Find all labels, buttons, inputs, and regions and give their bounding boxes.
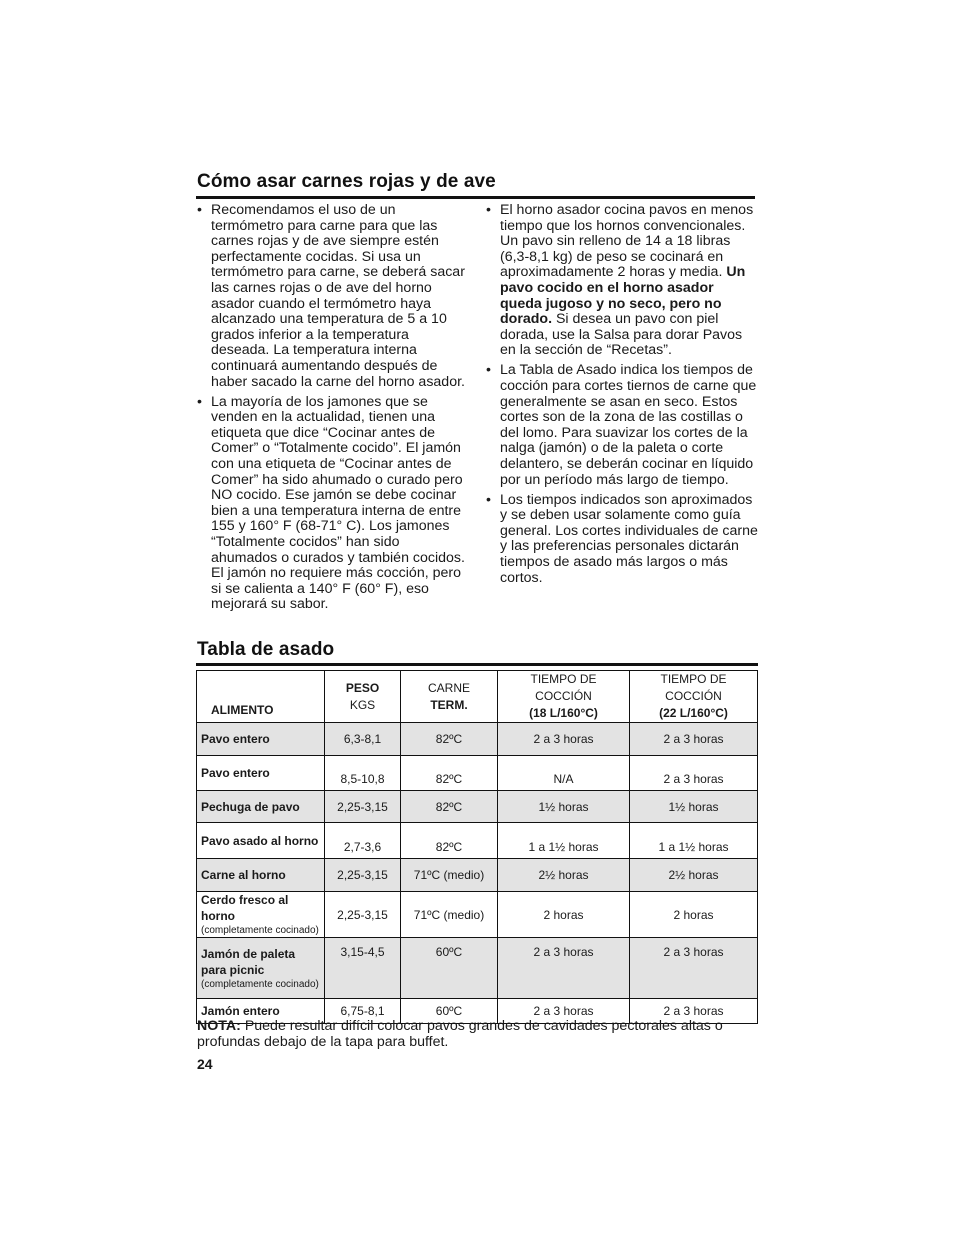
- cell-time-18: N/A: [498, 756, 630, 791]
- cell-time-22: 2 horas: [630, 892, 758, 938]
- cell-temp: 82ºC: [401, 823, 498, 859]
- table-row: [197, 791, 758, 823]
- cell-food: Pavo asado al horno: [197, 823, 325, 859]
- cell-food: Pavo entero: [197, 756, 325, 791]
- header-time-22: [630, 671, 758, 723]
- food-note: (completamente cocinado): [201, 925, 319, 936]
- bullet-dot: •: [486, 491, 491, 508]
- header-time-18: [498, 671, 630, 723]
- cell-temp: 71ºC (medio): [401, 892, 498, 938]
- food-name: Jamón de paleta: [201, 946, 296, 961]
- cell-time-18: 2 a 3 horas: [498, 999, 630, 1024]
- cell-time-22: 2 a 3 horas: [630, 938, 758, 999]
- list-item: [197, 203, 469, 390]
- section-title-roasting: Cómo asar carnes rojas y de ave: [197, 171, 496, 192]
- cell-time-18: 1 a 1½ horas: [498, 823, 630, 859]
- list-item: [197, 395, 469, 613]
- cell-temp: 82ºC: [401, 756, 498, 791]
- cell-time-22: 1½ horas: [630, 791, 758, 823]
- cell-weight: 2,25-3,15: [325, 791, 401, 823]
- right-column: [486, 203, 758, 591]
- cell-time-22: 2 a 3 horas: [630, 999, 758, 1024]
- cell-time-22: 1 a 1½ horas: [630, 823, 758, 859]
- header-peso-unit: KGS: [349, 697, 376, 712]
- table-row: [197, 938, 758, 999]
- cell-time-18: 2 a 3 horas: [498, 723, 630, 756]
- table-row: [197, 859, 758, 892]
- header-time-22-unit: (22 L/160°C): [659, 706, 728, 720]
- cell-weight: 2,25-3,15: [325, 892, 401, 938]
- food-name-cont: para picnic: [201, 962, 265, 977]
- cell-time-22: 2 a 3 horas: [630, 723, 758, 756]
- bullet-text: La Tabla de Asado indica los tiempos de cocción para cortes tiernos de carne que generalmente se asan en seco. Estos cortes son de la zona de las costillas o del lomo. Para suavizar los cortes de la nalga (jamón) o de la paleta o corte delantero, se deberán cocinar en líquido por un período más largo de tiempo.: [500, 362, 757, 488]
- cell-food: [197, 938, 325, 999]
- header-carne-unit: TERM.: [430, 697, 468, 712]
- cell-temp: 71ºC (medio): [401, 859, 498, 892]
- cell-time-18: 1½ horas: [498, 791, 630, 823]
- list-item: [486, 363, 758, 488]
- header-peso-label: PESO: [345, 680, 380, 695]
- header-peso: [325, 671, 401, 723]
- header-time-18-label: TIEMPO DE COCCIÓN: [530, 672, 597, 703]
- bullet-text-emphasis: Un pavo cocido en el horno asador queda jugoso y no seco, pero no dorado.: [500, 264, 746, 328]
- cell-food: Pechuga de pavo: [197, 791, 325, 823]
- table-row: [197, 756, 758, 791]
- cell-weight: 2,7-3,6: [325, 823, 401, 859]
- header-time-18-unit: (18 L/160°C): [529, 706, 598, 720]
- bullet-text: [500, 203, 758, 359]
- header-time-22-label: TIEMPO DE COCCIÓN: [660, 672, 727, 703]
- cell-food: Jamón entero: [197, 999, 325, 1024]
- header-carne-label: CARNE: [427, 680, 470, 695]
- cell-time-18: 2 horas: [498, 892, 630, 938]
- cell-temp: 60ºC: [401, 999, 498, 1024]
- cell-temp: 82ºC: [401, 723, 498, 756]
- note-paragraph: [197, 1018, 757, 1050]
- bullet-dot: •: [197, 202, 202, 218]
- cell-weight: 6,75-8,1: [325, 999, 401, 1024]
- table-row: [197, 723, 758, 756]
- table-header-row: [197, 671, 758, 723]
- bullet-dot: •: [486, 362, 491, 379]
- note-label: NOTA:: [197, 1018, 241, 1034]
- cell-time-18: 2 a 3 horas: [498, 938, 630, 999]
- cell-food: Pavo entero: [197, 723, 325, 756]
- food-note: (completamente cocinado): [201, 978, 319, 990]
- bullet-text-part: Si desea un pavo con piel dorada, use la Salsa para dorar Pavos en la sección de “Recetas”.: [500, 311, 743, 359]
- left-column: [197, 203, 469, 617]
- title-rule: [196, 663, 758, 666]
- cell-time-22: 2 a 3 horas: [630, 756, 758, 791]
- cell-weight: 3,15-4,5: [325, 938, 401, 999]
- cell-food: Carne al horno: [197, 859, 325, 892]
- cell-weight: 8,5-10,8: [325, 756, 401, 791]
- header-carne: [401, 671, 498, 723]
- cell-temp: 60ºC: [401, 938, 498, 999]
- note-text: Puede resultar difícil colocar pavos grandes de cavidades pectorales altas o profundas debajo de la tapa para buffet.: [197, 1018, 723, 1050]
- table-row: [197, 892, 758, 938]
- section-title-table: Tabla de asado: [197, 639, 335, 660]
- cell-weight: 6,3-8,1: [325, 723, 401, 756]
- bullet-text: Los tiempos indicados son aproximados y se deben usar solamente como guía general. Los cortes individuales de carne y las preferencias personales dictarán tiempos de asado más largos o más cortos.: [500, 491, 758, 586]
- bullet-text: La mayoría de los jamones que se venden en la actualidad, tienen una etiqueta que dice “Cocinar antes de Comer” o “Totalmente cocido”. El jamón con una etiqueta de “Cocinar antes de Comer” ha sido ahumado o curado pero NO cocido. Ese jamón se debe cocinar bien a una temperatura interna de entre 155 y 160° F (68-71° C). Los jamones “Totalmente cocidos” han sido ahumados o curados y también cocidos. El jamón no requiere más cocción, pero si se calienta a 140° F (60° F), eso mejorará su sabor.: [211, 393, 465, 613]
- bullet-text-part: El horno asador cocina pavos en menos tiempo que los hornos convencionales. Un pavo sin relleno de 14 a 18 libras (6,3-8,1 kg) de peso se cocinará en aproximadamente 2 horas y media.: [500, 202, 754, 281]
- cell-time-18: 2½ horas: [498, 859, 630, 892]
- bullet-text: Recomendamos el uso de un termómetro para carne para que las carnes rojas y de ave siempre estén perfectamente cocidas. Si usa un termómetro para carne, se deberá sacar las carnes rojas o de ave del horno asador cuando el termómetro haya alcanzado una temperatura de 5 a 10 grados inferior a la temperatura deseada. La temperatura interna continuará aumentando después de haber sacado la carne del horno asador.: [211, 202, 465, 390]
- bullet-dot: •: [486, 202, 491, 218]
- header-alimento: ALIMENTO: [197, 671, 325, 723]
- cell-food: [197, 892, 325, 938]
- list-item: [486, 203, 758, 359]
- cell-time-22: 2½ horas: [630, 859, 758, 892]
- cell-temp: 82ºC: [401, 791, 498, 823]
- page-number: 24: [197, 1056, 213, 1072]
- food-name: Cerdo fresco al horno: [201, 893, 289, 923]
- list-item: [486, 493, 758, 587]
- cell-weight: 2,25-3,15: [325, 859, 401, 892]
- roasting-table: [196, 670, 758, 1024]
- title-rule: [196, 196, 755, 199]
- bullet-dot: •: [197, 393, 202, 410]
- table-row: [197, 823, 758, 859]
